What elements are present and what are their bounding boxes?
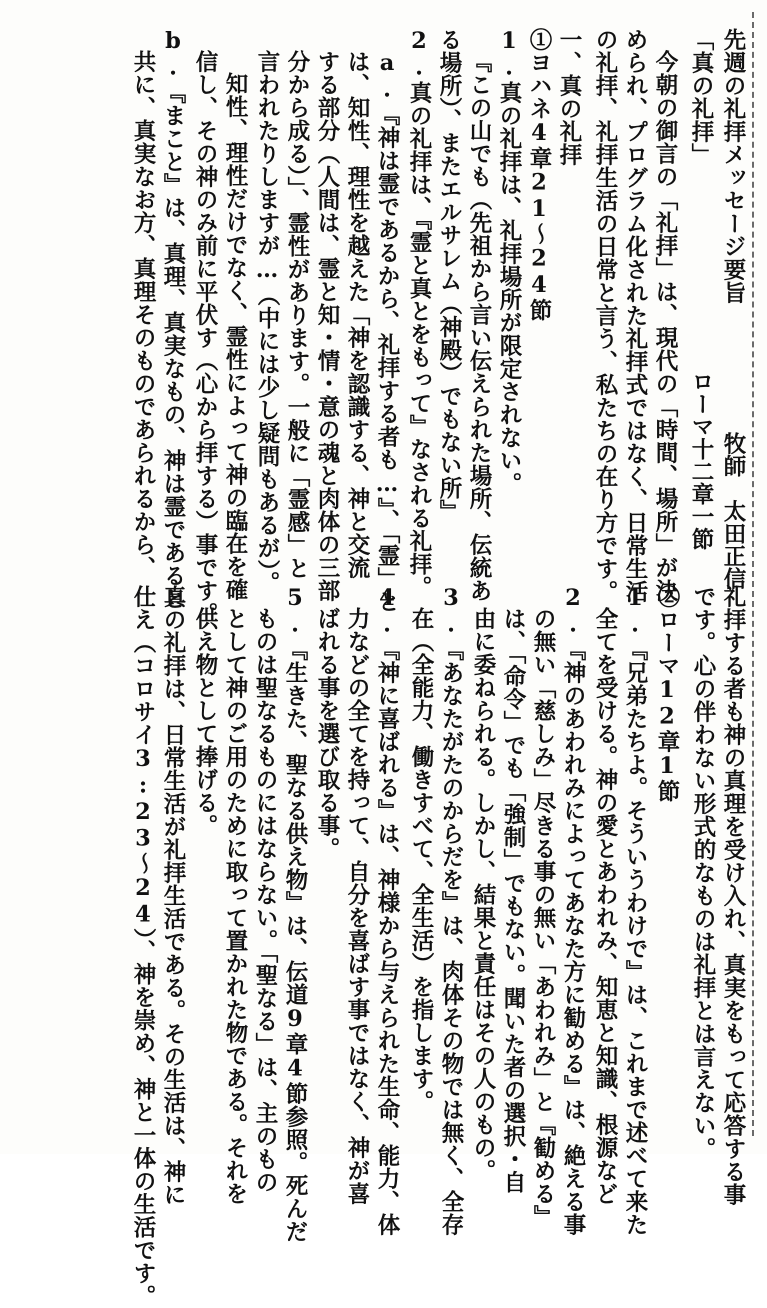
conclusion-line-1: 真の礼拝は、日常生活が礼拝生活である。その生活は、神に bbox=[160, 585, 186, 1206]
summary-heading: 先週の礼拝メッセージ要旨 bbox=[720, 28, 746, 304]
point-1: 1.真の礼拝は、礼拝場所が限定されない。 bbox=[496, 28, 522, 495]
romans-point-5-line-1: 5.『生きた、聖なる供え物』は、伝道9章4節参照。死んだ bbox=[282, 585, 308, 1243]
sermon-title: 「真の礼拝」 bbox=[688, 28, 714, 166]
point-1-detail-1: 『この山でも（先祖から言い伝えられた場所、伝統あ bbox=[466, 50, 492, 602]
romans-point-5-line-4: 供え物として捧げる。 bbox=[192, 607, 218, 837]
intro-line-1: 今朝の御言の「礼拝」は、現代の「時間、場所」が決 bbox=[652, 50, 678, 602]
pastor-name: 牧師 太田正信 bbox=[720, 432, 746, 590]
romans-point-1-detail: 全てを受ける。神の愛とあわれみ、知恵と知識、根源など bbox=[592, 607, 618, 1205]
point-2a-line-3: する部分（人間は、霊と知・情・意の魂と肉体の三部 bbox=[314, 50, 340, 602]
point-2b-line-4: です。心の伴わない形式的なものは礼拝とは言えない。 bbox=[690, 585, 716, 1160]
scripture-reference: ローマ十二章一節 bbox=[688, 370, 714, 550]
point-2a-line-7: 信し、その神のみ前に平伏す（心から拝する）事です。 bbox=[192, 50, 218, 625]
subsection-john: ①ヨハネ4章21～24節 bbox=[526, 28, 552, 322]
point-2a-line-1: a.『神は霊であるから、礼拝する者も…』、「霊」と bbox=[374, 50, 400, 613]
point-2a-line-5: 言われたりしますが…（中には少し疑問もあるが）。 bbox=[254, 50, 280, 595]
section-heading-1: 一、真の礼拝 bbox=[556, 28, 582, 166]
conclusion-line-2: 仕え（コロサイ3:23～24）、神を崇め、神と一体の生活です。 bbox=[130, 585, 156, 1308]
romans-point-5-line-2: ものは聖なるものにはならない。「聖なる」は、主のもの bbox=[252, 607, 278, 1194]
romans-point-2-line-1: 2.『神のあわれみによってあなた方に勧める』は、絶える事 bbox=[560, 585, 586, 1236]
romans-point-4-line-1: 4.『神に喜ばれる』は、神様から与えられた生命、能力、体 bbox=[374, 585, 400, 1236]
romans-point-3-line-1: 3.『あなたがたのからだを』は、肉体その物では無く、全存 bbox=[438, 585, 464, 1236]
point-2a-line-4: 分から成る）」、霊性があります。一般に「霊感」と bbox=[284, 50, 310, 580]
intro-line-2: められ、プログラム化された礼拝式ではなく、日常生活 bbox=[622, 28, 648, 603]
point-2b-line-2: 共に、真実なお方、真理そのものであられるから、 bbox=[130, 50, 156, 579]
point-2b-line-3: 礼拝する者も神の真理を受け入れ、真実をもって応答する事 bbox=[720, 585, 746, 1206]
romans-point-4-line-3: ばれる事を選び取る事。 bbox=[314, 607, 340, 860]
romans-point-5-line-3: として神のご用のために取って置かれた物である。それを bbox=[222, 607, 248, 1205]
point-2b-line-1: b.『まこと』は、真理、真実なもの、神は霊であると bbox=[160, 28, 186, 610]
point-2a-line-6: 知性、理性だけでなく、霊性によって神の臨在を確 bbox=[222, 72, 248, 601]
romans-point-2-line-3: は、「命令」でも「強制」でもない。聞いた者の選択・自 bbox=[500, 607, 526, 1194]
subsection-romans: ②ローマ12章1節 bbox=[654, 585, 680, 803]
intro-line-3: の礼拝、礼拝生活の日常と言う、私たちの在り方です。 bbox=[592, 28, 618, 603]
perforation-line bbox=[752, 12, 754, 1136]
point-2a-line-2: は、知性、理性を越えた「神を認識する、神と交流 bbox=[344, 50, 370, 579]
point-2: 2.真の礼拝は、『霊と真とをもって』なされる礼拝。 bbox=[406, 28, 432, 599]
romans-point-2-line-4: 由に委ねられる。しかし、結果と責任はその人のもの。 bbox=[470, 607, 496, 1182]
point-1-detail-2: る場所）、またエルサレム（神殿）でもない所』 bbox=[436, 28, 462, 523]
romans-point-3-line-2: 在（全能力、働きすべて、全生活）を指します。 bbox=[408, 607, 434, 1113]
romans-point-1: 1.『兄弟たちよ。そういうわけで』は、これまで述べて来た bbox=[622, 585, 648, 1236]
romans-point-4-line-2: 力などの全てを持って、自分を喜ばす事ではなく、神が喜 bbox=[344, 607, 370, 1205]
romans-point-2-line-2: の無い「慈しみ」尽きる事の無い「あわれみ」と『勧める』 bbox=[530, 607, 556, 1228]
